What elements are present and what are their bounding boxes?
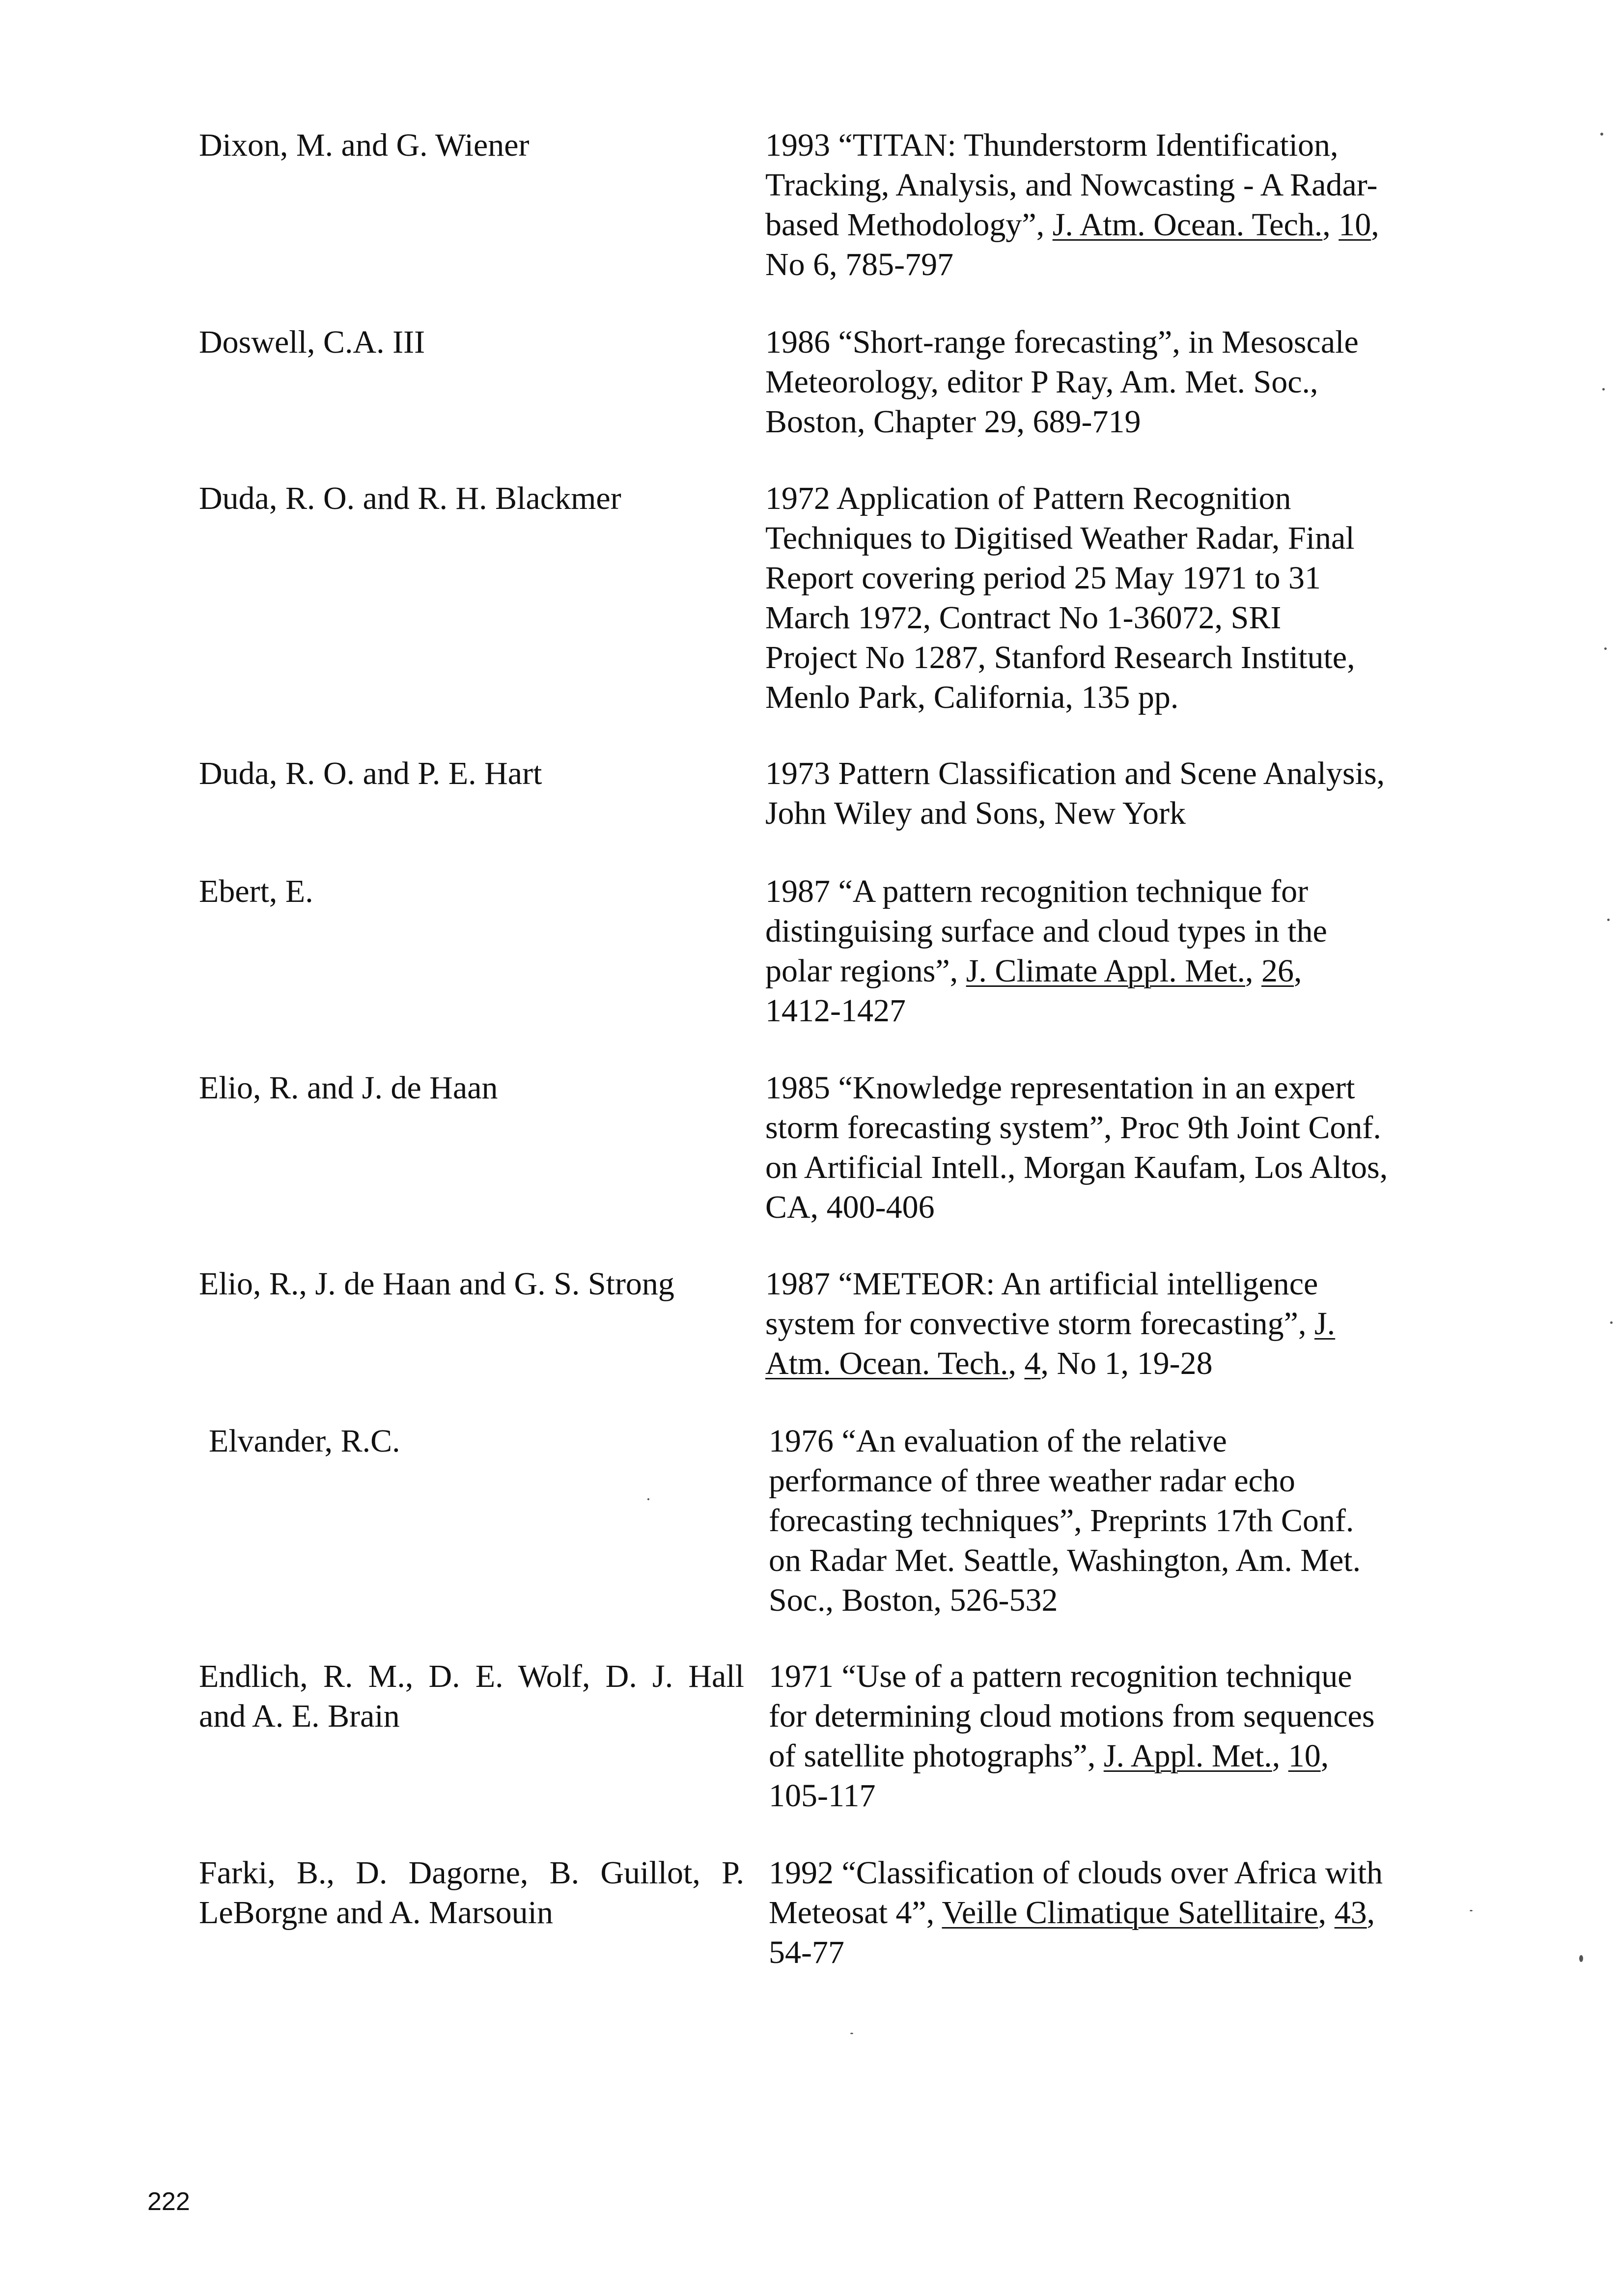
citation-line xyxy=(765,362,1419,402)
citation-text: Tracking, Analysis, and Nowcasting - A Radar- xyxy=(765,167,1378,203)
citation-line xyxy=(769,1736,1422,1776)
citation-line xyxy=(769,1893,1422,1932)
author-line: LeBorgne and A. Marsouin xyxy=(199,1895,554,1931)
reference-author: Doswell, C.A. III xyxy=(199,324,425,360)
citation-text: , xyxy=(1320,1738,1329,1774)
citation-source: Veille Climatique Satellitaire xyxy=(942,1895,1318,1931)
scan-speck xyxy=(1470,1910,1473,1911)
reference-author xyxy=(199,1656,744,1736)
citation-line xyxy=(769,1421,1422,1461)
citation-line xyxy=(765,951,1419,991)
citation-text: forecasting techniques”, Preprints 17th Conf. xyxy=(769,1503,1354,1539)
citation-line xyxy=(769,1776,1422,1816)
author-line: and A. E. Brain xyxy=(199,1698,400,1734)
author-line: Farki, B., D. Dagorne, B. Guillot, P. xyxy=(199,1855,744,1891)
citation-text: Project No 1287, Stanford Research Institute, xyxy=(765,640,1355,675)
scan-speck xyxy=(647,1498,649,1500)
citation-text: for determining cloud motions from sequences xyxy=(769,1698,1375,1734)
citation-source: Atm. Ocean. Tech. xyxy=(765,1345,1008,1381)
citation-text: 1971 “Use of a pattern recognition technique xyxy=(769,1658,1352,1694)
scan-speck xyxy=(1607,919,1610,921)
reference-citation xyxy=(769,1656,1422,1816)
citation-line xyxy=(765,1148,1419,1187)
citation-text: storm forecasting system”, Proc 9th Joint Conf. xyxy=(765,1110,1381,1146)
citation-text: 1987 “METEOR: An artificial intelligence xyxy=(765,1266,1318,1302)
reference-citation xyxy=(765,1068,1419,1227)
citation-text: on Radar Met. Seattle, Washington, Am. Met. xyxy=(769,1542,1361,1578)
reference-citation xyxy=(769,1853,1422,1972)
citation-source: J. xyxy=(1314,1306,1336,1342)
reference-author xyxy=(199,1853,744,1932)
citation-line xyxy=(765,677,1419,717)
citation-source: 10 xyxy=(1288,1738,1321,1774)
citation-source: 10 xyxy=(1339,207,1371,243)
scan-speck xyxy=(850,2033,853,2034)
citation-text: 1986 “Short-range forecasting”, in Mesoscale xyxy=(765,324,1359,360)
author-line: Endlich, R. M., D. E. Wolf, D. J. Hall xyxy=(199,1658,744,1694)
reference-author: Elio, R., J. de Haan and G. S. Strong xyxy=(199,1266,674,1302)
citation-line xyxy=(765,871,1419,911)
citation-text: No 6, 785-797 xyxy=(765,247,954,282)
reference-citation xyxy=(769,1421,1422,1620)
citation-text: Soc., Boston, 526-532 xyxy=(769,1582,1058,1618)
reference-citation xyxy=(765,478,1419,717)
citation-source: J. Climate Appl. Met. xyxy=(966,953,1246,989)
citation-line xyxy=(765,911,1419,951)
citation-line xyxy=(769,1932,1422,1972)
citation-text: 1985 “Knowledge representation in an expert xyxy=(765,1070,1355,1106)
citation-text: 1992 “Classification of clouds over Africa with xyxy=(769,1855,1383,1891)
citation-line xyxy=(765,125,1419,165)
citation-line xyxy=(769,1656,1422,1696)
citation-text: 1993 “TITAN: Thunderstorm Identification, xyxy=(765,127,1339,163)
citation-line xyxy=(765,1304,1419,1344)
citation-line xyxy=(769,1696,1422,1736)
citation-line xyxy=(769,1580,1422,1620)
citation-line xyxy=(765,1068,1419,1108)
citation-line xyxy=(765,518,1419,558)
citation-text: Report covering period 25 May 1971 to 31 xyxy=(765,560,1321,596)
reference-author: Elio, R. and J. de Haan xyxy=(199,1070,498,1106)
citation-line xyxy=(765,638,1419,677)
reference-author: Duda, R. O. and R. H. Blackmer xyxy=(199,480,621,516)
citation-text: Techniques to Digitised Weather Radar, Final xyxy=(765,520,1355,556)
citation-text: March 1972, Contract No 1-36072, SRI xyxy=(765,600,1282,636)
scan-speck xyxy=(1600,133,1603,136)
citation-text: polar regions”, xyxy=(765,953,966,989)
citation-text: , xyxy=(1245,953,1262,989)
citation-line xyxy=(765,165,1419,205)
reference-author: Duda, R. O. and P. E. Hart xyxy=(199,756,542,791)
citation-line xyxy=(765,205,1419,245)
citation-line xyxy=(765,402,1419,442)
citation-text: 1976 “An evaluation of the relative xyxy=(769,1423,1227,1459)
reference-citation xyxy=(765,125,1419,284)
scan-speck xyxy=(1610,1321,1613,1324)
citation-line xyxy=(765,1264,1419,1304)
citation-line xyxy=(765,991,1419,1031)
citation-text: , xyxy=(1318,1895,1335,1931)
citation-source: 43 xyxy=(1334,1895,1367,1931)
scan-speck xyxy=(1604,647,1607,650)
citation-line xyxy=(765,478,1419,518)
citation-line xyxy=(769,1501,1422,1540)
citation-line xyxy=(769,1853,1422,1893)
citation-line xyxy=(769,1461,1422,1501)
citation-text: CA, 400-406 xyxy=(765,1189,935,1225)
citation-text: , xyxy=(1272,1738,1288,1774)
citation-text: Menlo Park, California, 135 pp. xyxy=(765,679,1179,715)
citation-text: , xyxy=(1322,207,1339,243)
citation-source: 4 xyxy=(1024,1345,1041,1381)
citation-line xyxy=(765,1108,1419,1148)
reference-author: Dixon, M. and G. Wiener xyxy=(199,127,530,163)
citation-text: 1987 “A pattern recognition technique for xyxy=(765,873,1309,909)
reference-author: Ebert, E. xyxy=(199,873,313,909)
citation-text: , xyxy=(1008,1345,1025,1381)
citation-text: performance of three weather radar echo xyxy=(769,1463,1295,1499)
citation-line xyxy=(765,322,1419,362)
citation-text: 1972 Application of Pattern Recognition xyxy=(765,480,1291,516)
reference-citation xyxy=(765,1264,1419,1383)
citation-text: , xyxy=(1367,1895,1375,1931)
citation-text: on Artificial Intell., Morgan Kaufam, Los Altos, xyxy=(765,1149,1388,1185)
citation-line xyxy=(765,1344,1419,1383)
citation-text: 105-117 xyxy=(769,1778,876,1814)
reference-citation xyxy=(765,322,1419,442)
citation-line xyxy=(769,1540,1422,1580)
scan-speck xyxy=(1579,1955,1583,1962)
citation-text: 54-77 xyxy=(769,1934,844,1970)
page-number: 222 xyxy=(147,2187,190,2216)
citation-text: of satellite photographs”, xyxy=(769,1738,1104,1774)
citation-line xyxy=(765,598,1419,638)
citation-line xyxy=(765,793,1419,833)
citation-line xyxy=(765,245,1419,284)
citation-source: J. Appl. Met. xyxy=(1103,1738,1272,1774)
citation-line xyxy=(765,754,1419,793)
reference-citation xyxy=(765,754,1419,833)
citation-text: John Wiley and Sons, New York xyxy=(765,795,1186,831)
citation-line xyxy=(765,1187,1419,1227)
citation-text: 1412-1427 xyxy=(765,993,906,1029)
citation-source: J. Atm. Ocean. Tech. xyxy=(1052,207,1323,243)
citation-text: , No 1, 19-28 xyxy=(1040,1345,1213,1381)
reference-author: Elvander, R.C. xyxy=(209,1423,400,1459)
citation-text: Meteorology, editor P Ray, Am. Met. Soc., xyxy=(765,364,1318,400)
citation-text: , xyxy=(1371,207,1379,243)
citation-text: Meteosat 4”, xyxy=(769,1895,942,1931)
citation-text: based Methodology”, xyxy=(765,207,1053,243)
scan-speck xyxy=(1602,388,1605,391)
citation-line xyxy=(765,558,1419,598)
citation-text: Boston, Chapter 29, 689-719 xyxy=(765,404,1141,440)
reference-citation xyxy=(765,871,1419,1031)
citation-text: distinguising surface and cloud types in the xyxy=(765,913,1327,949)
citation-text: , xyxy=(1294,953,1302,989)
citation-source: 26 xyxy=(1261,953,1294,989)
citation-text: 1973 Pattern Classification and Scene Analysis, xyxy=(765,756,1385,791)
citation-text: system for convective storm forecasting”, xyxy=(765,1306,1314,1342)
